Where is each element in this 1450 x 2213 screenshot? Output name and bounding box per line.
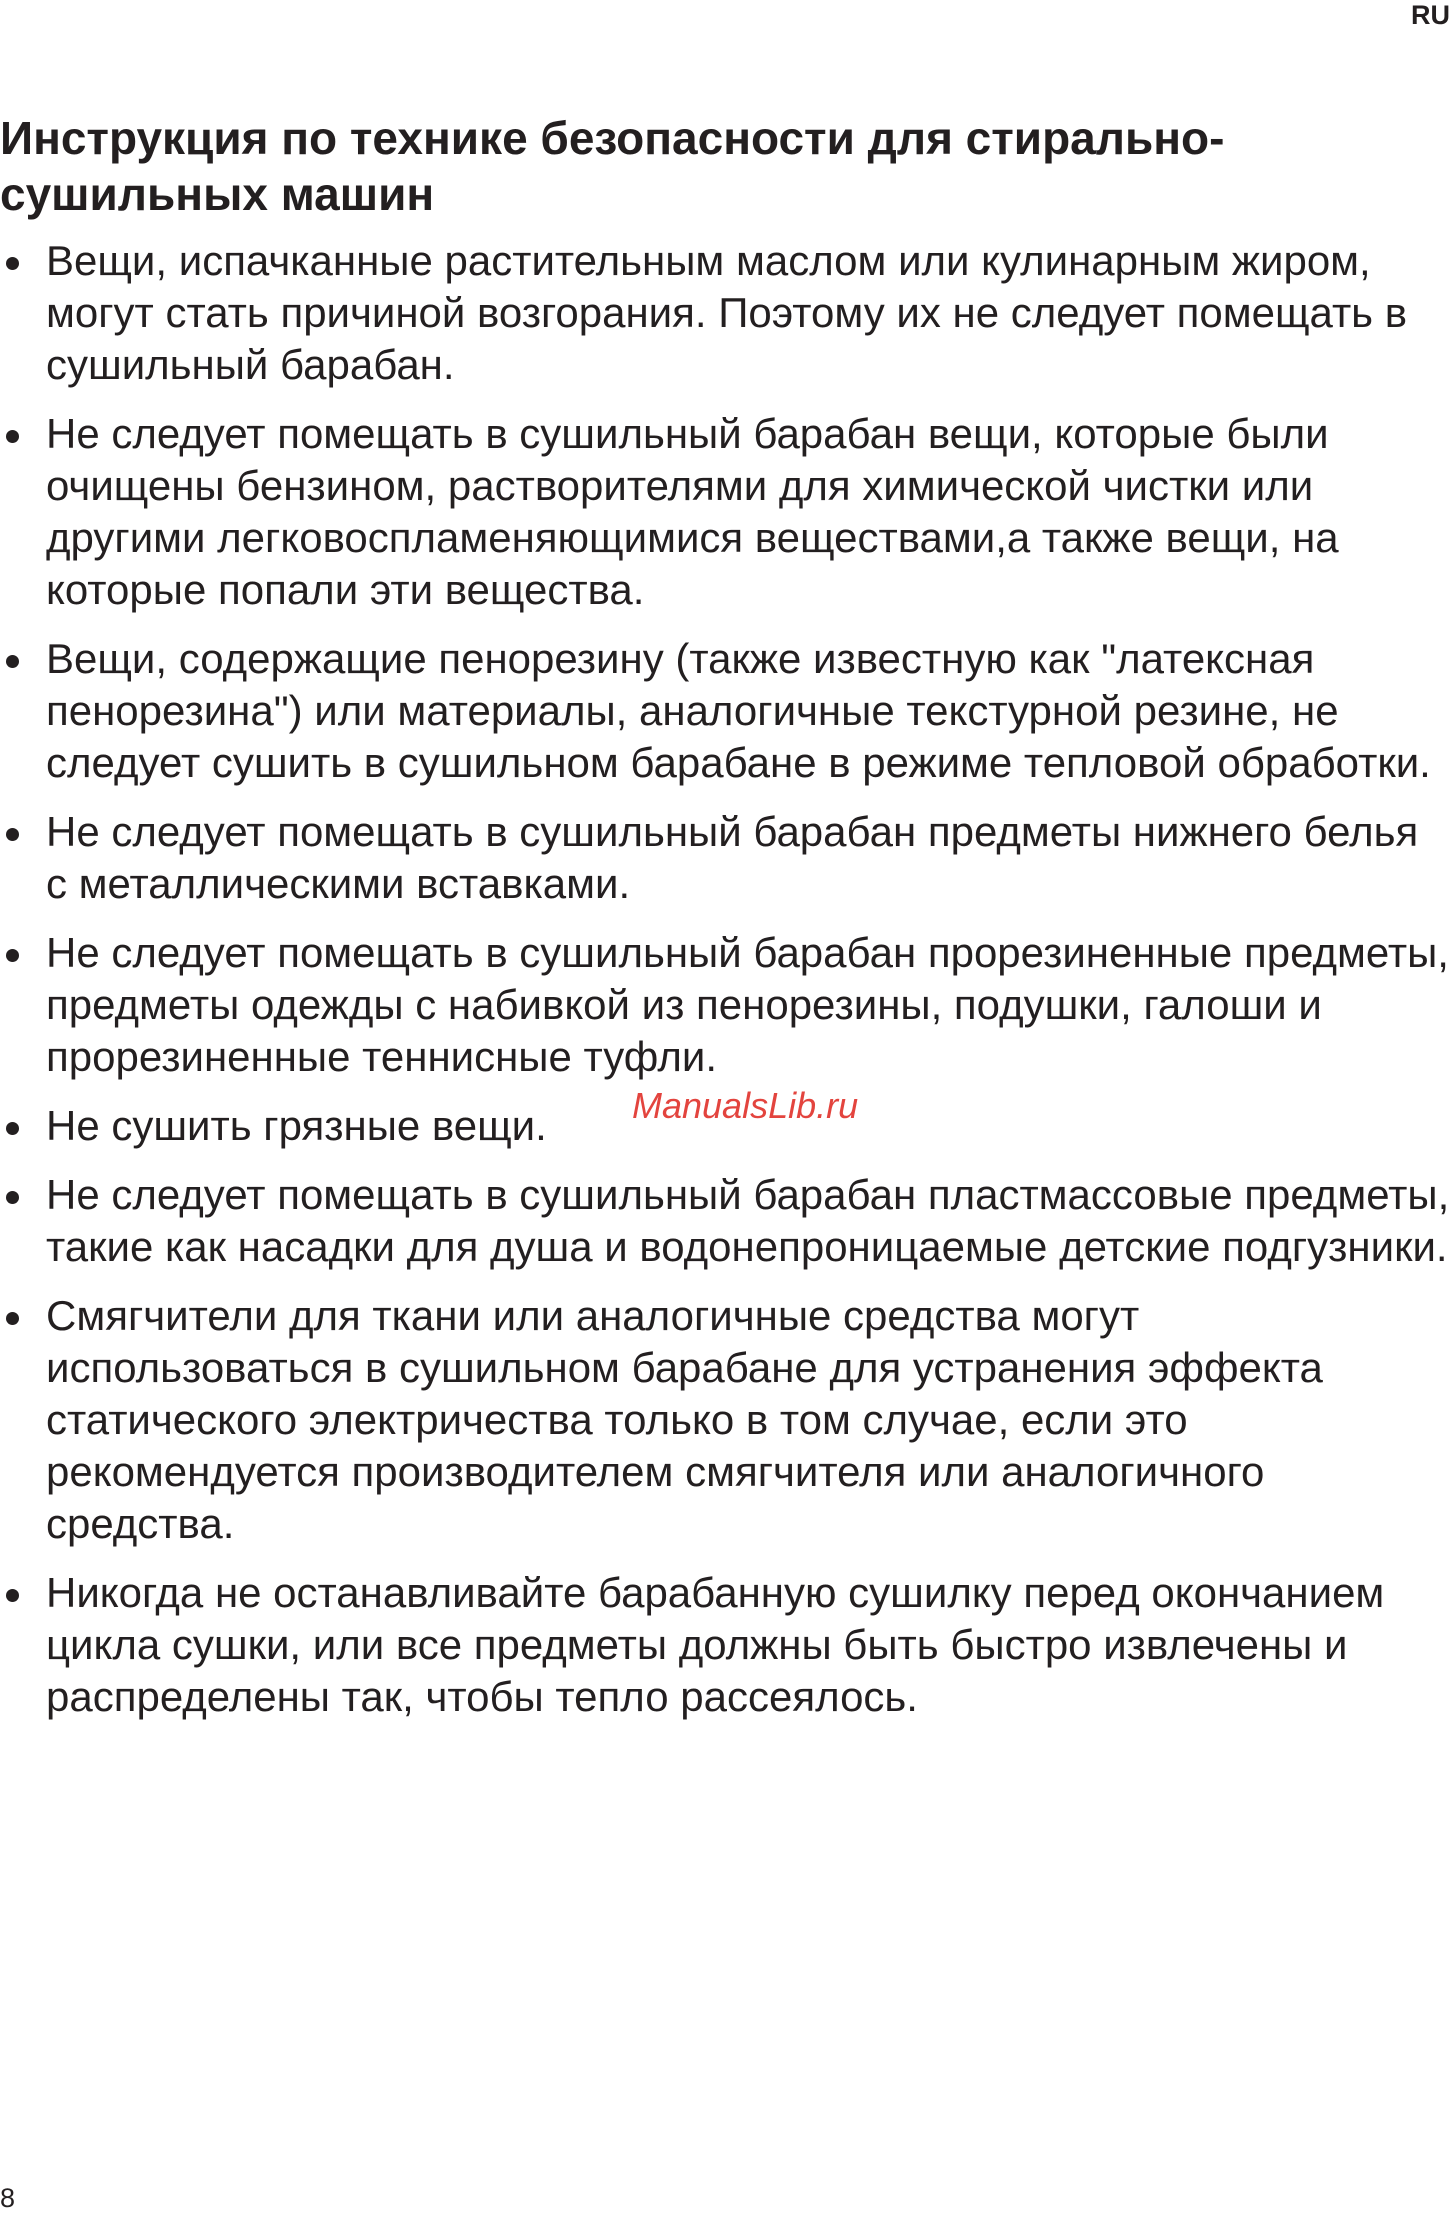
list-item-text: Не следует помещать в сушильный барабан прорезиненные предметы, предметы одежды с набивкой из пенорезины, подушки, галоши и прорезиненные теннисные туфли. xyxy=(46,929,1449,1080)
safety-instructions-list xyxy=(0,235,1450,1740)
page-number: 8 xyxy=(0,2183,16,2213)
list-item xyxy=(0,806,1450,910)
watermark: ManualsLib.ru xyxy=(632,1085,859,1126)
page-title: Инструкция по технике безопасности для стирально-сушильных машин xyxy=(0,112,1225,220)
bullet-icon xyxy=(6,1312,19,1325)
list-item-text: Вещи, содержащие пенорезину (также известную как "латексная пенорезина") или материалы, аналогичные текстурной резине, не следует сушить в сушильном барабане в режиме тепловой обработки. xyxy=(46,635,1431,786)
list-item xyxy=(0,1169,1450,1273)
list-item xyxy=(0,408,1450,616)
list-item-text: Не сушить грязные вещи. xyxy=(46,1102,547,1149)
list-item-text: Никогда не останавливайте барабанную сушилку перед окончанием цикла сушки, или все предметы должны быть быстро извлечены и распределены так, чтобы тепло рассеялось. xyxy=(46,1569,1385,1720)
list-item-text: Не следует помещать в сушильный барабан предметы нижнего белья с металлическими вставками. xyxy=(46,808,1419,907)
language-tag: RU xyxy=(1411,0,1450,30)
list-item xyxy=(0,1290,1450,1550)
bullet-icon xyxy=(6,1122,19,1135)
bullet-icon xyxy=(6,430,19,443)
list-item xyxy=(0,1567,1450,1723)
bullet-icon xyxy=(6,1589,19,1602)
bullet-icon xyxy=(6,655,19,668)
bullet-icon xyxy=(6,257,19,270)
list-item xyxy=(0,235,1450,391)
list-item-text: Не следует помещать в сушильный барабан пластмассовые предметы, такие как насадки для душа и водонепроницаемые детские подгузники. xyxy=(46,1171,1450,1270)
list-item xyxy=(0,633,1450,789)
list-item-text: Смягчители для ткани или аналогичные средства могут использоваться в сушильном барабане для устранения эффекта статического электричества только в том случае, если это рекомендуется производителем смягчителя или аналогичного средства. xyxy=(46,1292,1323,1547)
list-item xyxy=(0,927,1450,1083)
list-item-text: Вещи, испачканные растительным маслом или кулинарным жиром, могут стать причиной возгорания. Поэтому их не следует помещать в сушильный барабан. xyxy=(46,237,1408,388)
bullet-icon xyxy=(6,1191,19,1204)
bullet-icon xyxy=(6,949,19,962)
bullet-icon xyxy=(6,828,19,841)
list-item-text: Не следует помещать в сушильный барабан вещи, которые были очищены бензином, растворителями для химической чистки или другими легковоспламеняющимися веществами,а также вещи, на которые попали эти вещества. xyxy=(46,410,1339,613)
